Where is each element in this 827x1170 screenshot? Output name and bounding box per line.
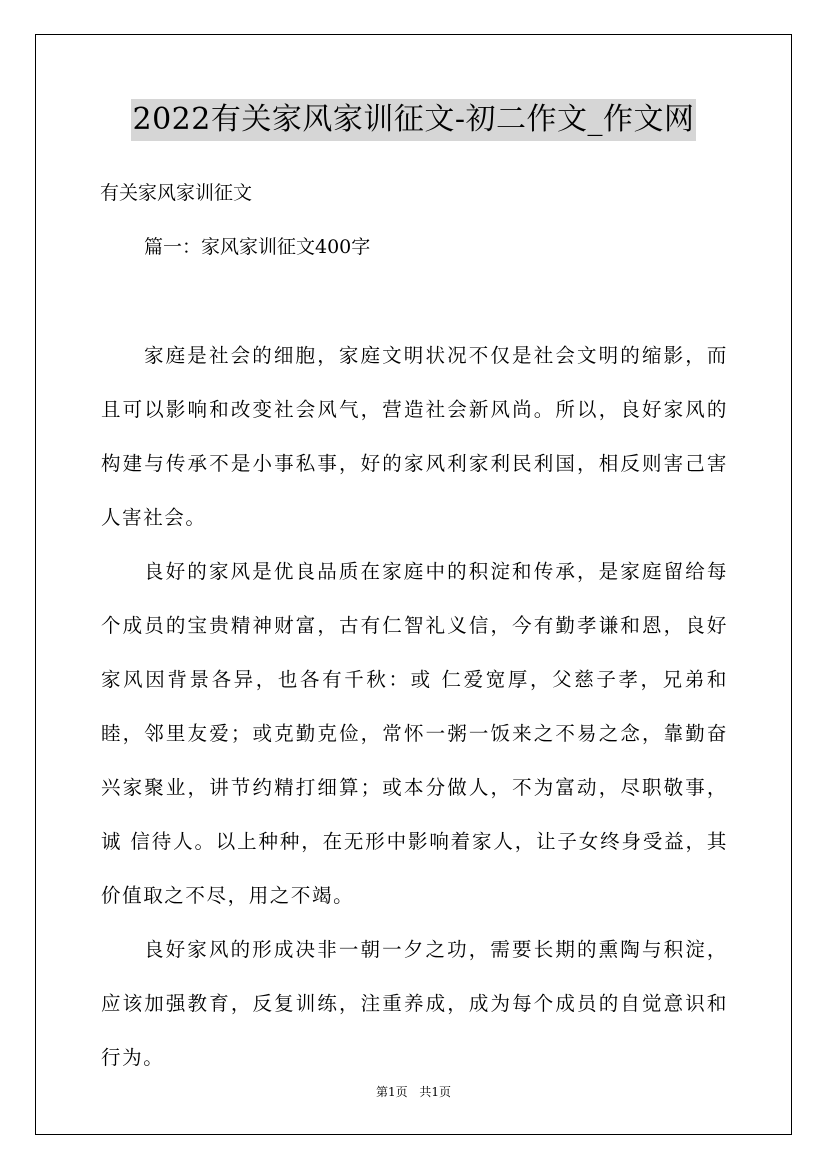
page-total: 共1页	[419, 1085, 452, 1099]
page-footer	[0, 1084, 827, 1100]
subheading: 有关家风家训征文	[100, 182, 253, 204]
section-heading: 篇一：家风家训征文400字	[144, 236, 371, 258]
paragraph-1: 家庭是社会的细胞，家庭文明状况不仅是社会文明的缩影，而且可以影响和改变社会风气，营造社会新风尚。所以，良好家风的构建与传承不是小事私事，好的家风利家利民利国，相反则害己害人害社会。	[101, 344, 728, 529]
paragraph-3: 良好家风的形成决非一朝一夕之功，需要长期的熏陶与积淀，应该加强教育，反复训练，注重养成，成为每个成员的自觉意识和行为。	[101, 938, 728, 1069]
paragraph-2: 良好的家风是优良品质在家庭中的积淀和传承，是家庭留给每个成员的宝贵精神财富，古有仁智礼义信，今有勤孝谦和恩，良好家风因背景各异，也各有千秋：或 仁爱宽厚，父慈子孝，兄弟和睦，邻里友爱；或克勤克俭，常怀一粥一饭来之不易之念，靠勤奋兴家聚业，讲节约精打细算；或本分做人，不为富动，尽职敬事，诚 信待人。以上种种，在无形中影响着家人，让子女终身受益，其价值取之不尽，用之不竭。	[101, 560, 728, 907]
page-number: 第1页	[375, 1085, 408, 1099]
title-container	[0, 99, 827, 141]
document-title: 2022有关家风家训征文-初二作文_作文网	[131, 99, 697, 141]
